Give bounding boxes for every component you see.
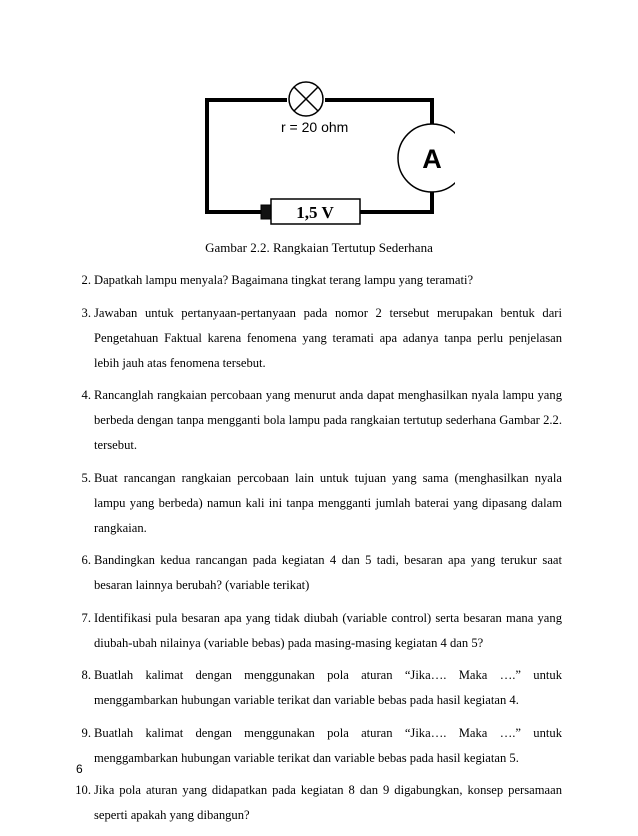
battery-label: 1,5 V: [296, 203, 334, 222]
ammeter-label: A: [422, 144, 442, 174]
item-number: 7.: [81, 610, 91, 625]
list-item: [81, 466, 562, 541]
list-item: [81, 721, 562, 771]
resistance-label: r = 20 ohm: [281, 119, 349, 135]
item-text: Buat rancangan rangkaian percobaan lain untuk tujuan yang sama (menghasilkan nyala lampu yang berbeda) namun kali ini tanpa mengganti jumlah baterai yang dipasang dalam rangkaian.: [94, 470, 562, 535]
item-number: 5.: [81, 470, 91, 485]
circuit-wire-bottom: [360, 192, 432, 212]
lamp-icon: [289, 82, 323, 116]
circuit-diagram: [195, 75, 455, 235]
item-text: Buatlah kalimat dengan menggunakan pola aturan “Jika…. Maka ….” untuk menggambarkan hubungan variable terikat dan variable bebas pada hasil kegiatan 4.: [94, 668, 562, 707]
page-number: 6: [76, 762, 83, 776]
list-item: [81, 663, 562, 713]
item-text: Jawaban untuk pertanyaan-pertanyaan pada nomor 2 tersebut merupakan bentuk dari Pengetahuan Faktual karena fenomena yang teramati apa adanya tanpa perlu penjelasan lebih jauh atas fenomena tersebut.: [94, 305, 562, 370]
figure-caption: Gambar 2.2. Rangkaian Tertutup Sederhana: [205, 240, 433, 255]
circuit-wire: [207, 100, 287, 212]
item-number: 10.: [75, 783, 91, 797]
item-number: 6.: [81, 553, 91, 567]
item-number: 4.: [81, 388, 91, 402]
item-number: 2.: [81, 273, 91, 287]
list-item: [75, 778, 562, 828]
item-text: Jika pola aturan yang didapatkan pada kegiatan 8 dan 9 digabungkan, konsep persamaan seperti apakah yang dibangun?: [94, 783, 562, 822]
list-item: [81, 301, 562, 376]
item-text: Bandingkan kedua rancangan pada kegiatan 4 dan 5 tadi, besaran apa yang terukur saat besaran lainnya berubah? (variable terikat): [94, 553, 562, 592]
list-item: [81, 606, 562, 656]
item-number: 8.: [81, 668, 91, 682]
item-number: 3.: [81, 305, 91, 320]
item-text: Identifikasi pula besaran apa yang tidak diubah (variable control) serta besaran mana yang diubah-ubah nilainya (variable bebas) pada masing-masing kegiatan 4 dan 5?: [94, 610, 562, 650]
list-item: [81, 548, 562, 598]
item-text: Dapatkah lampu menyala? Bagaimana tingkat terang lampu yang teramati?: [94, 273, 474, 287]
item-number: 9.: [81, 725, 91, 740]
question-list: [75, 268, 562, 836]
item-text: Rancanglah rangkaian percobaan yang menurut anda dapat menghasilkan nyala lampu yang berbeda dengan tanpa mengganti bola lampu pada rangkaian tertutup sederhana Gambar 2.2. tersebut.: [94, 388, 562, 452]
list-item: [81, 383, 562, 458]
list-item: [81, 268, 562, 293]
item-text: Buatlah kalimat dengan menggunakan pola aturan “Jika…. Maka ….” untuk menggambarkan hubungan variable terikat dan variable bebas pada hasil kegiatan 5.: [94, 725, 562, 765]
